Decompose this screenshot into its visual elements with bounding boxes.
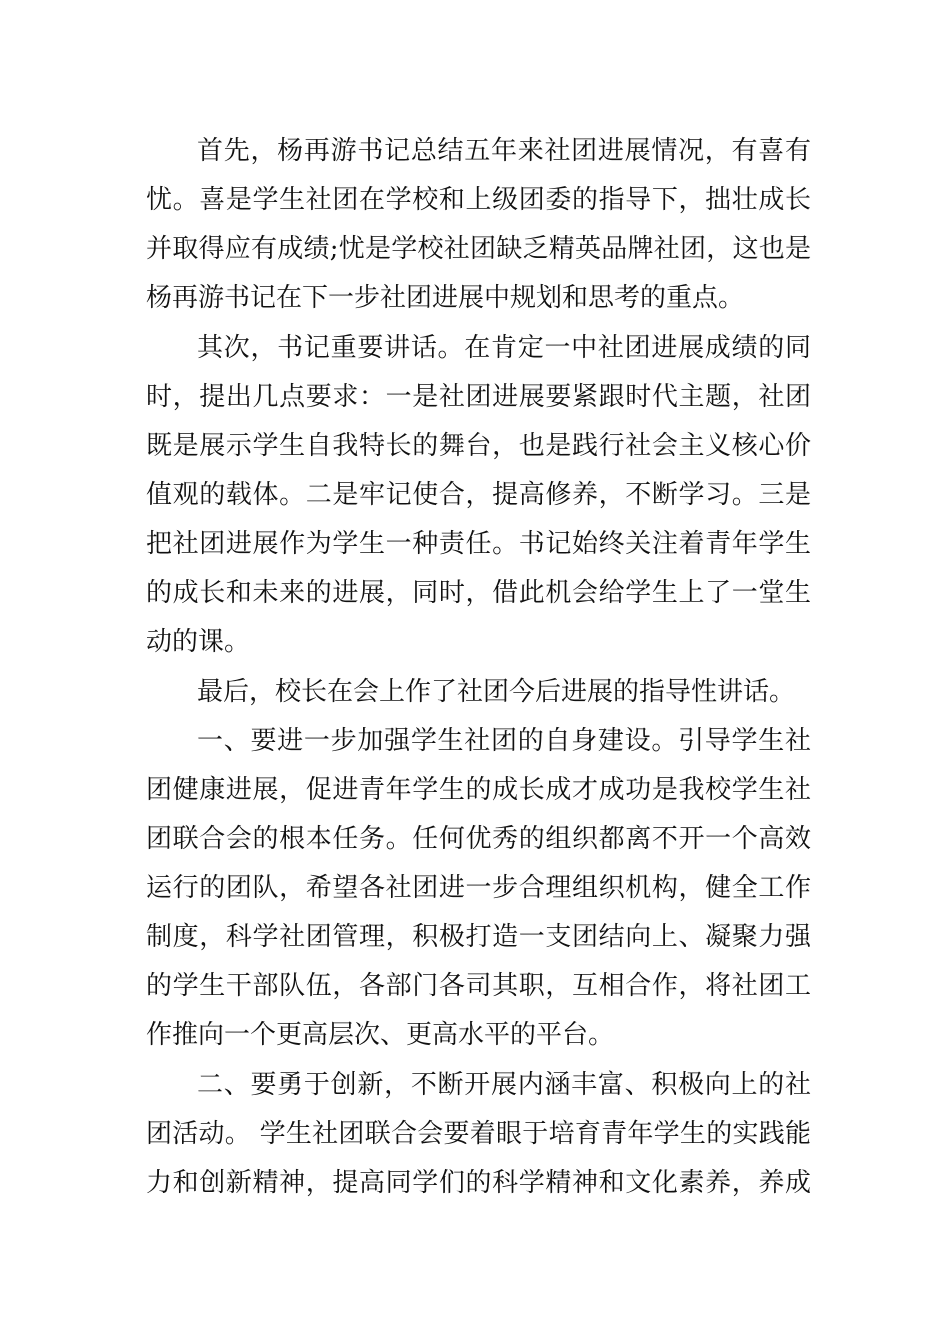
text-line: 既是展示学生自我特长的舞台，也是践行社会主义核心价 <box>146 431 811 461</box>
text-line: 制度，科学社团管理，积极打造一支团结向上、凝聚力强 <box>146 922 811 952</box>
text-line: 运行的团队，希望各社团进一步合理组织机构，健全工作 <box>146 873 811 903</box>
text-line: 值观的载体。二是牢记使合，提高修养，不断学习。三是 <box>146 480 811 510</box>
text-line: 力和创新精神，提高同学们的科学精神和文化素养，养成 <box>146 1168 811 1198</box>
text-line: 忧。喜是学生社团在学校和上级团委的指导下，拙壮成长 <box>146 185 811 215</box>
text-line: 其次，书记重要讲话。在肯定一中社团进展成绩的同 <box>197 333 811 363</box>
text-line: 时，提出几点要求：一是社团进展要紧跟时代主题，社团 <box>146 382 811 412</box>
text-line: 杨再游书记在下一步社团进展中规划和思考的重点。 <box>146 283 745 313</box>
text-line: 团健康进展，促进青年学生的成长成才成功是我校学生社 <box>146 775 811 805</box>
text-line: 最后，校长在会上作了社团今后进展的指导性讲话。 <box>197 677 796 707</box>
text-line: 的学生干部队伍，各部门各司其职，互相合作，将社团工 <box>146 971 811 1001</box>
text-line: 首先，杨再游书记总结五年来社团进展情况，有喜有 <box>197 136 811 166</box>
text-line: 动的课。 <box>146 627 251 657</box>
text-line: 团联合会的根本任务。任何优秀的组织都离不开一个高效 <box>146 824 811 854</box>
text-line: 团活动。 学生社团联合会要着眼于培育青年学生的实践能 <box>146 1119 811 1149</box>
text-line: 并取得应有成绩;忧是学校社团缺乏精英品牌社团，这也是 <box>146 234 811 264</box>
text-line: 二、要勇于创新，不断开展内涵丰富、积极向上的社 <box>197 1070 811 1100</box>
text-line: 作推向一个更高层次、更高水平的平台。 <box>146 1020 615 1050</box>
text-line: 一、要进一步加强学生社团的自身建设。引导学生社 <box>197 726 811 756</box>
text-line: 的成长和未来的进展，同时，借此机会给学生上了一堂生 <box>146 578 811 608</box>
text-line: 把社团进展作为学生一种责任。书记始终关注着青年学生 <box>146 529 811 559</box>
